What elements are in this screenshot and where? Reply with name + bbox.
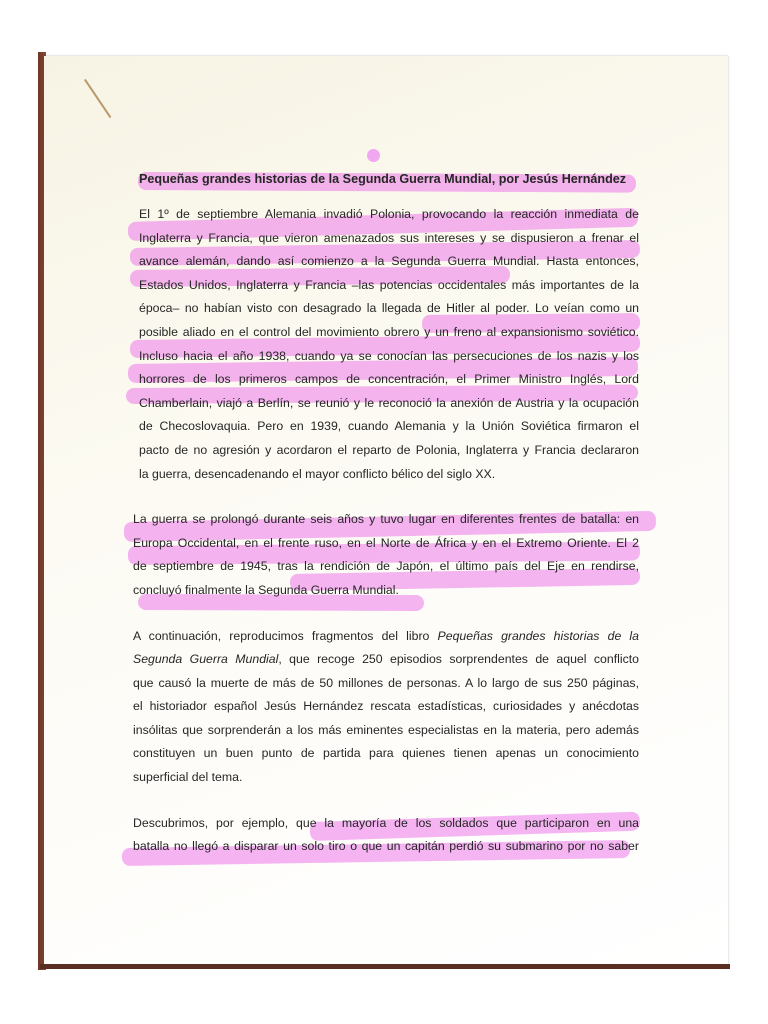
text-line: Chamberlain, viajó a Berlín, se reunió y le reconoció la anexión de Austria y la ocupación [139,395,639,410]
text-line: insólitas que sorprenderán a los más eminentes especialistas en la materia, pero además [133,722,639,737]
text-line: La guerra se prolongó durante seis años y tuvo lugar en diferentes frentes de batalla: en [133,512,639,527]
paragraph-1 [133,203,639,486]
paragraph-4 [133,812,639,859]
text-line: posible aliado en el control del movimiento obrero y un freno al expansionismo soviético. [139,324,639,339]
text-line: de septiembre de 1945, tras la rendición de Japón, el último país del Eje en rendirse, [133,559,639,574]
text-line: concluyó finalmente la Segunda Guerra Mundial. [133,582,399,597]
text-line: de Checoslovaquia. Pero en 1939, cuando Alemania y la Unión Soviética firmaron el [139,419,639,434]
text-line: Europa Occidental, en el frente ruso, en el Norte de África y en el Extremo Oriente. El 2 [133,535,639,550]
text-line: superficial del tema. [133,770,243,785]
text-line: Incluso hacia el año 1938, cuando ya se conocían las persecuciones de los nazis y los [139,348,639,363]
book-title-italic: Pequeñas grandes historias de la [437,628,639,643]
paragraph-2 [133,508,639,602]
text-line [133,648,639,672]
text-line: la guerra, desencadenando el mayor conflicto bélico del siglo XX. [139,466,496,481]
text-line: Estados Unidos, Inglaterra y Francia –las potencias occidentales más importantes de la [139,277,639,292]
text-line: que causó la muerte de más de 50 millones de personas. A lo largo de sus 250 páginas, [133,675,639,690]
desk-bottom-edge [40,964,730,969]
text-line: Descubrimos, por ejemplo, que la mayoría de los soldados que participaron en una [133,815,639,830]
paragraph-3 [133,625,639,790]
text-line: Inglaterra y Francia, que vieron amenazados sus intereses y se dispusieron a frenar el [139,230,639,245]
text-line: batalla no llegó a disparar un solo tiro o que un capitán perdió su submarino por no saber [133,839,639,854]
text-line: el historiador español Jesús Hernández rescata estadísticas, curiosidades y anécdotas [133,699,639,714]
text-fragment: , que recoge 250 episodios sorprendentes de aquel conflicto [278,652,639,667]
text-line: El 1º de septiembre Alemania invadió Polonia, provocando la reacción inmediata de [139,207,639,221]
text-line: horrores de los primeros campos de concentración, el Primer Ministro Inglés, Lord [139,372,639,387]
text-line: pacto de no agresión y acordaron el reparto de Polonia, Inglaterra y Francia declararon [139,442,639,457]
highlighter-dot [367,149,380,162]
text-fragment: A continuación, reproducimos fragmentos del libro [133,628,438,643]
document-title: Pequeñas grandes historias de la Segunda Guerra Mundial, por Jesús Hernández [139,172,627,186]
text-line: constituyen un buen punto de partida para quienes tienen apenas un conocimiento [133,746,639,761]
text-line: avance alemán, dando así comienzo a la Segunda Guerra Mundial. Hasta entonces, [139,254,639,269]
book-title-italic: Segunda Guerra Mundial [133,652,279,667]
text-line [133,625,639,649]
document-body [133,172,639,881]
text-line: época– no habían visto con desagrado la llegada de Hitler al poder. Lo veían como un [139,301,639,316]
